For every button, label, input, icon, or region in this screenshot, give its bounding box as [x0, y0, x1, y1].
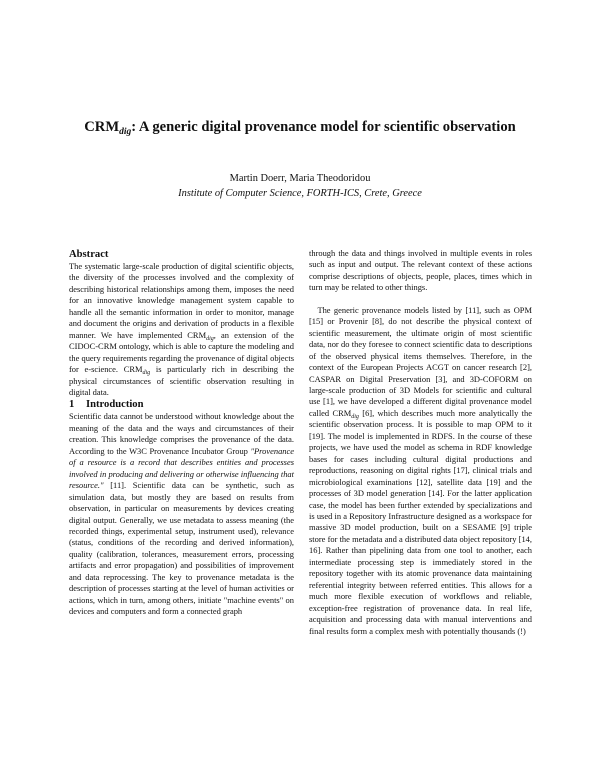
title-subscript: dig — [119, 127, 132, 137]
authors: Martin Doerr, Maria Theodoridou — [229, 173, 371, 184]
right-paragraph-2: The generic provenance models listed by [11], such as OPM [15] or Provenir [8], do not describe the physical context of scientific measurement, the ultimate origin of most scientific data, nor do they foresee to connect scientific data to descriptions of the observed physical items themselves. Therefore, in the context of the European Projects ACGT on cancer research [2], CASPAR on Digital Preservation [3], and 3D-COFORM on large-scale production of 3D Models for scientific and cultural use [1], we have developed a different digital provenance model called $CRM_{dig}$ [6], which describes much more analytically the scientific observation process. It is possible to map OPM to it [19]. The model is implemented in RDFS. In the course of these projects, we have used the model as schema in RDF knowledge bases for cases including cultural digital productions and reproductions, reasoning on digital rights [17], clinical trials and microbiological examinations [12], satellite data [19] and the processes of 3D model generation [14]. For the latter application case, the model has been further extended by specializations and is used in a Repository Infrastructure designed as a workspace for massive 3D model production, built on a SESAME [9] triple store for the metadata and a distributed data object repository [14, 16]. Rather than pipelining data from one tool to another, each intermediate processing step is immediately stored in the repository together with its atomic provenance data maintaining referential integrity between referred entities. This allows for a much more flexible execution of workflows and reliable, exception-free registration of provenance data. In real life, acquisition and processing data with manual interventions and final results form a complex mesh with potentially thousands (!) — [309, 304, 532, 636]
right-column — [309, 248, 532, 637]
institution: Institute of Computer Science, FORTH-ICS, Crete, Greece — [178, 188, 422, 199]
paragraph-gap — [309, 294, 532, 305]
section-title: Introduction — [86, 399, 144, 411]
abstract-text: The systematic large-scale production of digital scientific objects, the diversity of the processes involved and the complexity of describing historical relationships among them, imposes the need for an innovative knowledge management system capable to handle all the semantic information in order to monitor, manage and document the origins and derivation of products in a flexible manner. We have implemented $CRM_{dig}$, an extension of the CIDOC-CRM ontology, which is able to capture the modeling and the query requirements regarding the provenance of digital objects for e-science. $CRM_{dig}$ is particularly rich in describing the physical circumstances of scientific observation resulting in digital data. — [69, 261, 295, 397]
paper-title — [0, 119, 600, 137]
introduction-heading — [69, 398, 294, 411]
right-paragraph-1: through the data and things involved in multiple events in roles such as input and output. The relevant context of these actions comprise descriptions of objects, people, places, times which in turn may be related to other things. — [309, 248, 532, 293]
title-rest: : A generic digital provenance model for scientific observation — [131, 119, 516, 135]
title-main: CRM — [84, 119, 120, 135]
left-column — [69, 248, 294, 618]
w3c-quote: "Provenance of a resource is a record that describes entities and processes involved in producing and delivering or otherwise influencing that resource." — [69, 445, 294, 491]
section-number: 1 — [69, 399, 75, 411]
abstract-heading: Abstract — [69, 249, 109, 260]
introduction-text: Scientific data cannot be understood without knowledge about the meaning of the data and the ways and circumstances of their creation. This knowledge comprises the provenance of the data. According to the W3C Provenance Incubator Group "Provenance of a resource is a record that describes entities and processes involved in producing and delivering or otherwise influencing that resource." [11]. Scientific data can be synthetic, such as simulation data, but mostly they are based on results from observation, in particular on measurements by devices creating digital output. Generally, we use metadata to assess meaning (the recorded things, experimental setup, instrument used), relevance (status, conditions of the recording and derived information), quality (calibration, tolerances, measurement errors, processing artifacts and error propagation) and possibilities of improvement and data reprocessing. The key to provenance metadata is the description of processes starting at the level of human activities or actions, which in turn, among others, initiate "machine events" on devices and computers and form a connected graph — [69, 411, 294, 617]
